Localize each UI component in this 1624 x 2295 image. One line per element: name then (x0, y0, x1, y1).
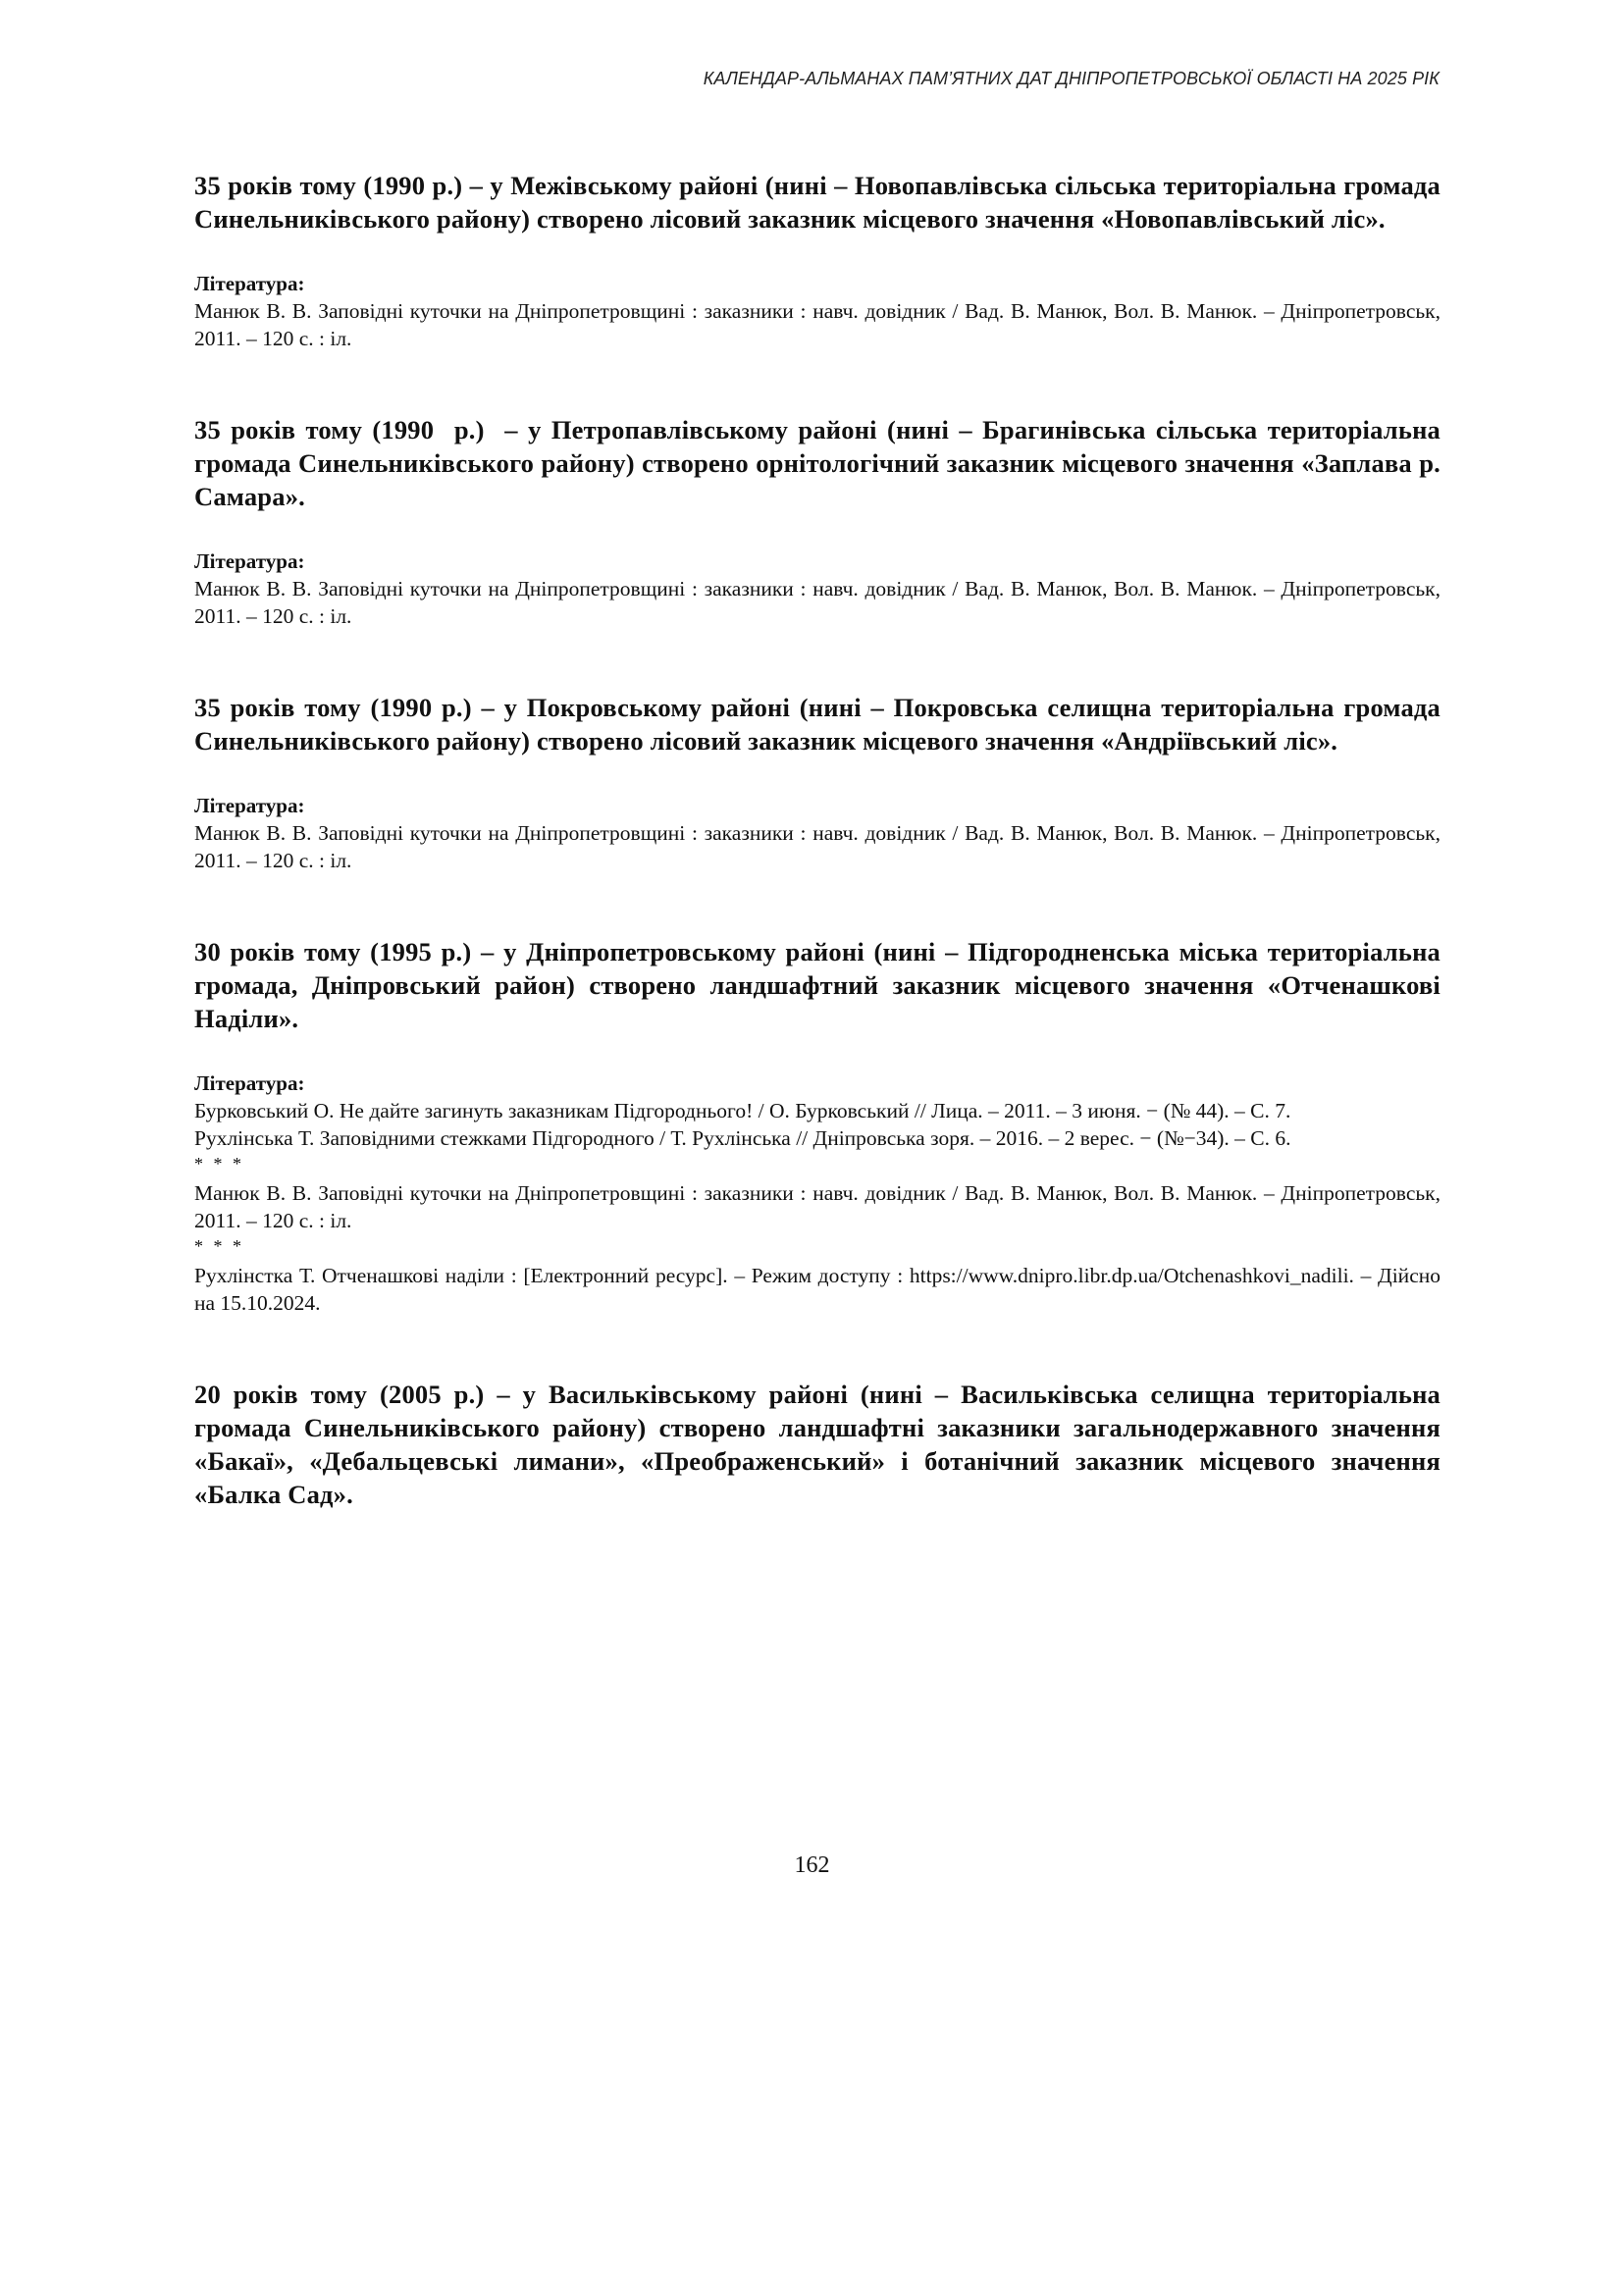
entry-zaplava-samara (194, 413, 1447, 630)
reference-separator: * * * (194, 1236, 244, 1256)
entry-title: 35 років тому (1990 р.) – у Покровському районі (нині – Покровська селищна територіальна громада Синельниківського району) створено лісовий заказник місцевого значення «Андріївський ліс». (194, 693, 1441, 756)
reference-item: Манюк В. В. Заповідні куточки на Дніпропетровщині : заказники : навч. довідник / Вад. В. Манюк, Вол. В. Манюк. – Дніпропетровськ, 2011. – 120 с. : іл. (194, 299, 1441, 350)
entry-otchenashkovi-nadily (194, 935, 1441, 1317)
reference-item: Манюк В. В. Заповідні куточки на Дніпропетровщині : заказники : навч. довідник / Вад. В. Манюк, Вол. В. Манюк. – Дніпропетровськ, 2011. – 120 с. : іл. (194, 1181, 1441, 1232)
reference-item: Манюк В. В. Заповідні куточки на Дніпропетровщині : заказники : навч. довідник / Вад. В. Манюк, Вол. В. Манюк. – Дніпропетровськ, 2011. – 120 с. : іл. (194, 821, 1441, 872)
literature-label: Література: (194, 794, 305, 817)
literature-label: Література: (194, 549, 305, 573)
entry-vasylkivka-zakaznyky (194, 1378, 1441, 1511)
entry-novopavlivskyi-lis (194, 169, 1441, 352)
entry-title: 35 років тому (1990 р.) – у Межівському районі (нині – Новопавлівська сільська територіальна громада Синельниківського району) створено лісовий заказник місцевого значення «Новопавлівський ліс». (194, 171, 1441, 234)
reference-item: Манюк В. В. Заповідні куточки на Дніпропетровщині : заказники : навч. довідник / Вад. В. Манюк, Вол. В. Манюк. – Дніпропетровськ, 2011. – 120 с. : іл. (194, 577, 1441, 628)
reference-item: Бурковський О. Не дайте загинуть заказникам Підгороднього! / О. Бурковський // Лица. – 2011. – 3 июня. − (№ 44). – С. 7. (194, 1099, 1291, 1122)
page-content (194, 169, 1447, 1572)
literature-label: Література: (194, 272, 305, 295)
reference-item: Рухлінстка Т. Отченашкові наділи : [Електронний ресурс]. – Режим доступу : https://www.dnipro.libr.dp.ua/Otchenashkovi_nadili. – Дійсно на 15.10.2024. (194, 1264, 1441, 1315)
literature-label: Література: (194, 1071, 305, 1095)
reference-item: Рухлінська Т. Заповідними стежками Підгородного / Т. Рухлінська // Дніпровська зоря. – 2016. – 2 верес. − (№−34). – С. 6. (194, 1126, 1291, 1150)
entry-title: 35 років тому (1990 р.) – у Петропавлівському районі (нині – Брагинівська сільська територіальна громада Синельниківського району) створено орнітологічний заказник місцевого значення «Заплава р. Самара». (194, 415, 1447, 511)
entry-title: 30 років тому (1995 р.) – у Дніпропетровському районі (нині – Підгородненська міська територіальна громада, Дніпровський район) створено ландшафтний заказник місцевого значення «Отченашкові Наділи». (194, 937, 1441, 1033)
entry-title: 20 років тому (2005 р.) – у Васильківському районі (нині – Васильківська селищна територіальна громада Синельниківського району) створено ландшафтні заказники загальнодержавного значення «Бакаї», «Дебальцевські лимани», «Преображенський» і ботанічний заказник місцевого значення «Балка Сад». (194, 1380, 1441, 1509)
page-number: 162 (794, 1852, 830, 1878)
entry-andriivskyi-lis (194, 691, 1441, 874)
running-header: КАЛЕНДАР-АЛЬМАНАХ ПАМ’ЯТНИХ ДАТ ДНІПРОПЕТРОВСЬКОЇ ОБЛАСТІ НА 2025 РІК (703, 69, 1440, 88)
reference-separator: * * * (194, 1154, 244, 1174)
